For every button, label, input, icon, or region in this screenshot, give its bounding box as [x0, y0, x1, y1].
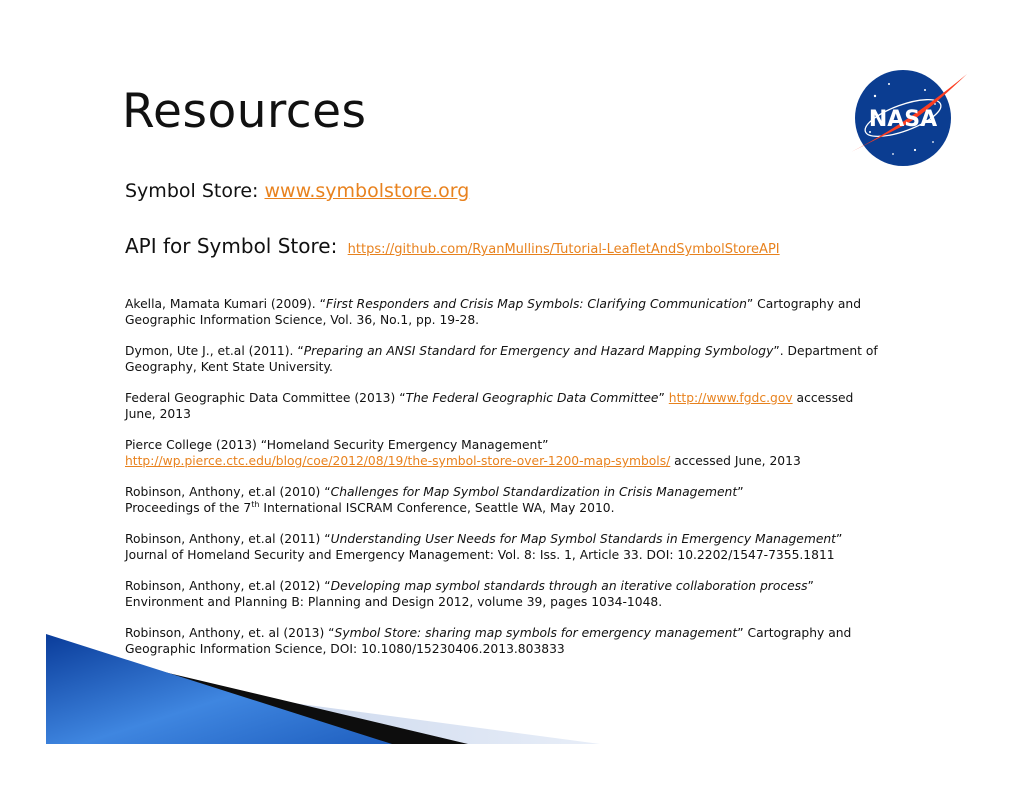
- ref-text: ”: [836, 532, 843, 546]
- ref-text: accessed June, 2013: [670, 454, 801, 468]
- ref-text: Robinson, Anthony, et.al (2012) “: [125, 579, 331, 593]
- ref-title: Challenges for Map Symbol Standardization in Crisis Management: [330, 485, 738, 499]
- ref-text: ” Cartography and Geographic Information Science, Vol. 36, No.1, pp. 19-28.: [125, 297, 862, 327]
- nasa-logo: [845, 70, 969, 170]
- ref-text: accessed June, 2013: [125, 391, 854, 421]
- pierce-college-link[interactable]: http://wp.pierce.ctc.edu/blog/coe/2012/08/19/the-symbol-store-over-1200-map-symbols/: [125, 454, 671, 468]
- api-line: [125, 234, 780, 258]
- slide-title: Resources: [122, 84, 367, 139]
- ref-text: ”: [658, 391, 669, 405]
- ref-text: Proceedings of the 7: [125, 501, 252, 515]
- reference-item: [125, 578, 885, 610]
- ref-text: Robinson, Anthony, et.al (2010) “: [125, 485, 331, 499]
- ref-text: Pierce College (2013) “Homeland Security Emergency Management”: [125, 438, 549, 452]
- ref-text: Akella, Mamata Kumari (2009). “: [125, 297, 326, 311]
- reference-item: [125, 484, 885, 516]
- decorative-swoosh: [0, 630, 620, 750]
- ref-text: Robinson, Anthony, et.al (2011) “: [125, 532, 331, 546]
- ref-title: Developing map symbol standards through an iterative collaboration process: [330, 579, 808, 593]
- ref-title: Understanding User Needs for Map Symbol Standards in Emergency Management: [330, 532, 837, 546]
- ref-text: ”: [737, 485, 744, 499]
- ref-title: The Federal Geographic Data Committee: [405, 391, 659, 405]
- ref-text: ”: [807, 579, 814, 593]
- symbol-store-link[interactable]: www.symbolstore.org: [264, 180, 470, 202]
- api-link[interactable]: https://github.com/RyanMullins/Tutorial-LeafletAndSymbolStoreAPI: [347, 242, 780, 257]
- reference-item: [125, 296, 885, 328]
- api-label: API for Symbol Store:: [125, 234, 344, 258]
- ref-text: Federal Geographic Data Committee (2013) “: [125, 391, 406, 405]
- references-list: [125, 296, 885, 672]
- ref-text: ”. Department of Geography, Kent State University.: [125, 344, 878, 374]
- fgdc-link[interactable]: http://www.fgdc.gov: [668, 391, 793, 405]
- reference-item: [125, 531, 885, 563]
- ref-text: ” Cartography and Geographic Information Science, DOI: 10.1080/15230406.2013.803833: [125, 626, 852, 656]
- ref-text: Environment and Planning B: Planning and Design 2012, volume 39, pages 1034-1048.: [125, 595, 663, 609]
- reference-item: [125, 437, 885, 469]
- reference-item: [125, 343, 885, 375]
- ref-title: First Responders and Crisis Map Symbols: Clarifying Communication: [326, 297, 747, 311]
- ref-title: Preparing an ANSI Standard for Emergency and Hazard Mapping Symbology: [303, 344, 774, 358]
- ref-superscript: th: [251, 499, 260, 509]
- reference-item: [125, 390, 885, 422]
- symbol-store-line: [125, 180, 469, 202]
- nasa-logo-text: NASA: [868, 107, 938, 132]
- symbol-store-label: Symbol Store:: [125, 180, 265, 202]
- ref-text: Robinson, Anthony, et. al (2013) “: [125, 626, 335, 640]
- ref-text: Dymon, Ute J., et.al (2011). “: [125, 344, 304, 358]
- ref-title: Symbol Store: sharing map symbols for emergency management: [334, 626, 738, 640]
- ref-text: Journal of Homeland Security and Emergency Management: Vol. 8: Iss. 1, Article 33. DOI: 10.2202/1547-7355.1811: [125, 548, 835, 562]
- ref-text: International ISCRAM Conference, Seattle WA, May 2010.: [259, 501, 615, 515]
